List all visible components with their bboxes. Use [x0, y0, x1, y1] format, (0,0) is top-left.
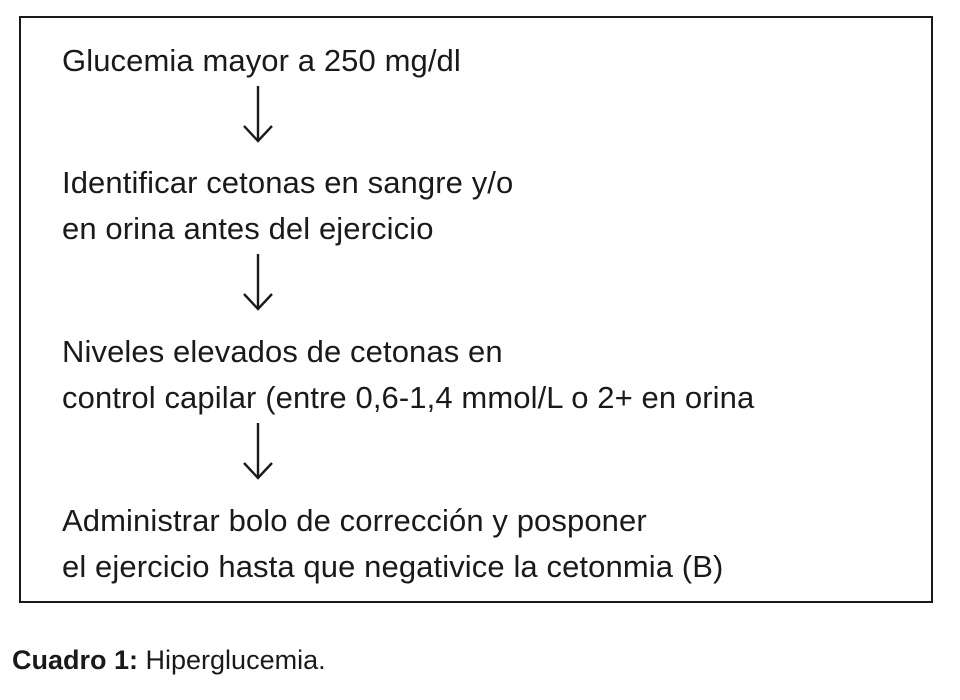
flow-step-text: el ejercicio hasta que negativice la cetonmia (B) — [62, 549, 724, 584]
arrow-down-icon — [240, 84, 276, 144]
flow-step-text: Identificar cetonas en sangre y/o — [62, 165, 514, 200]
flow-step-text: Administrar bolo de corrección y posponer — [62, 503, 647, 538]
flow-step-text: control capilar (entre 0,6-1,4 mmol/L o 2+ en orina — [62, 380, 755, 415]
caption-label: Cuadro 1: — [12, 645, 139, 675]
flow-step-administrar-bolo — [62, 498, 723, 590]
flow-step-glucemia — [62, 38, 461, 84]
flow-step-identificar-cetonas — [62, 160, 513, 252]
flow-step-text: en orina antes del ejercicio — [62, 211, 434, 246]
flow-step-text: Niveles elevados de cetonas en — [62, 334, 503, 369]
caption-text: Hiperglucemia. — [138, 645, 326, 675]
arrow-down-icon — [240, 252, 276, 312]
flow-step-niveles-elevados — [62, 329, 754, 421]
flow-step-text: Glucemia mayor a 250 mg/dl — [62, 43, 461, 78]
arrow-down-icon — [240, 421, 276, 481]
figure-caption — [12, 642, 326, 678]
